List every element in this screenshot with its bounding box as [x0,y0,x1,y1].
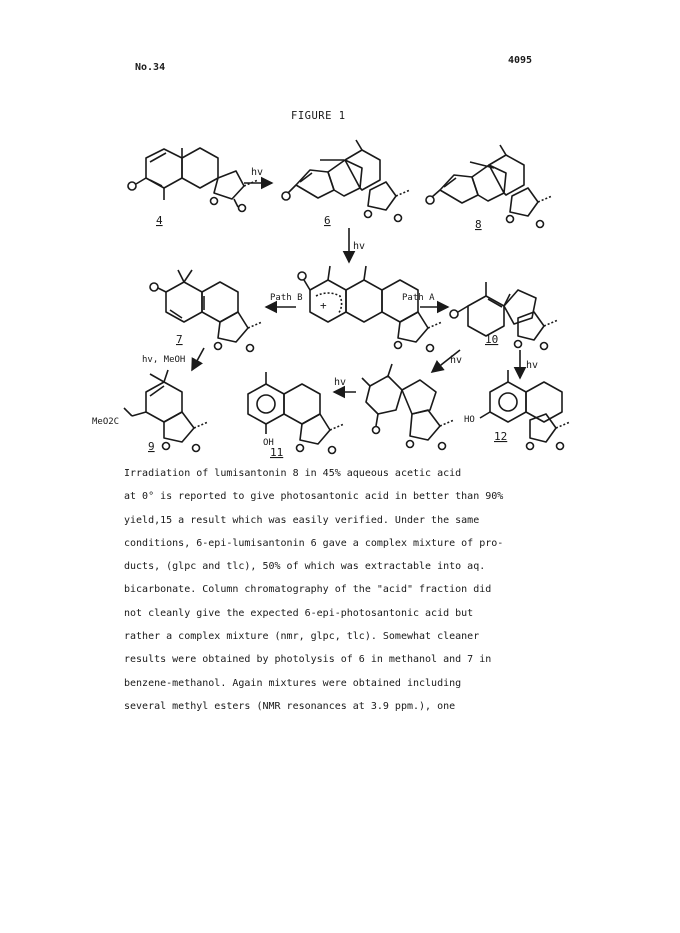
body-line: Irradiation of lumisantonin 8 in 45% aqueous acetic acid [124,468,462,479]
compound-label-10: 10 [485,333,499,346]
body-paragraph [124,462,544,718]
compound-label-4: 4 [156,214,163,227]
hv-label-10-left: hv [450,355,463,366]
body-line: at 0° is reported to give photosantonic acid in better than 90% [124,491,504,503]
body-line: yield,15 a result which was easily verified. Under the same [124,514,480,526]
reaction-scheme [0,0,680,460]
hv-label-6-down: hv [353,241,366,252]
body-line: not cleanly give the expected 6-epi-photosantonic acid but [124,607,474,619]
journal-number: No.34 [135,62,166,73]
structure-10 [450,282,558,350]
structure-6 [282,140,410,222]
hv-meoh-label: hv, MeOH [142,355,186,365]
body-line: rather a complex mixture (nmr, glpc, tlc). Somewhat cleaner [124,631,480,643]
compound-label-12: 12 [494,430,508,443]
compound-label-7: 7 [176,333,183,346]
compound-label-8: 8 [475,218,482,231]
arrow-7-to-9 [192,348,204,370]
path-b-label: Path B [270,293,303,303]
ester-label: MeO2C [92,417,120,427]
body-line: bicarbonate. Column chromatography of the "acid" fraction did [124,584,492,596]
compound-label-6: 6 [324,214,331,227]
figure-title: FIGURE 1 [291,110,346,122]
structure-spiro-unlabeled [362,364,454,450]
hv-label-10-down: hv [526,360,539,371]
body-line: benzene-methanol. Again mixtures were obtained including [124,677,462,689]
structure-4 [128,148,258,212]
page-number: 4095 [508,55,533,66]
structure-8 [426,145,552,228]
hv-label-4-6: hv [251,167,264,178]
hv-label-to-11: hv [334,377,347,388]
structure-9 [124,370,208,452]
oh-label: OH [263,438,274,448]
ho-label: HO [464,415,475,425]
body-line: several methyl esters (NMR resonances at 3.9 ppm.), one [124,700,456,712]
structure-7 [150,270,262,352]
body-line: ducts, (glpc and tlc), 50% of which was extractable into aq. [124,561,486,573]
body-line: results were obtained by photolysis of 6 in methanol and 7 in [124,654,492,666]
compound-label-9: 9 [148,440,155,453]
cation-label: + [320,299,327,312]
compound-label-11: 11 [270,446,284,459]
path-a-label: Path A [402,293,435,303]
body-line: conditions, 6-epi-lumisantonin 6 gave a complex mixture of pro- [124,537,504,549]
